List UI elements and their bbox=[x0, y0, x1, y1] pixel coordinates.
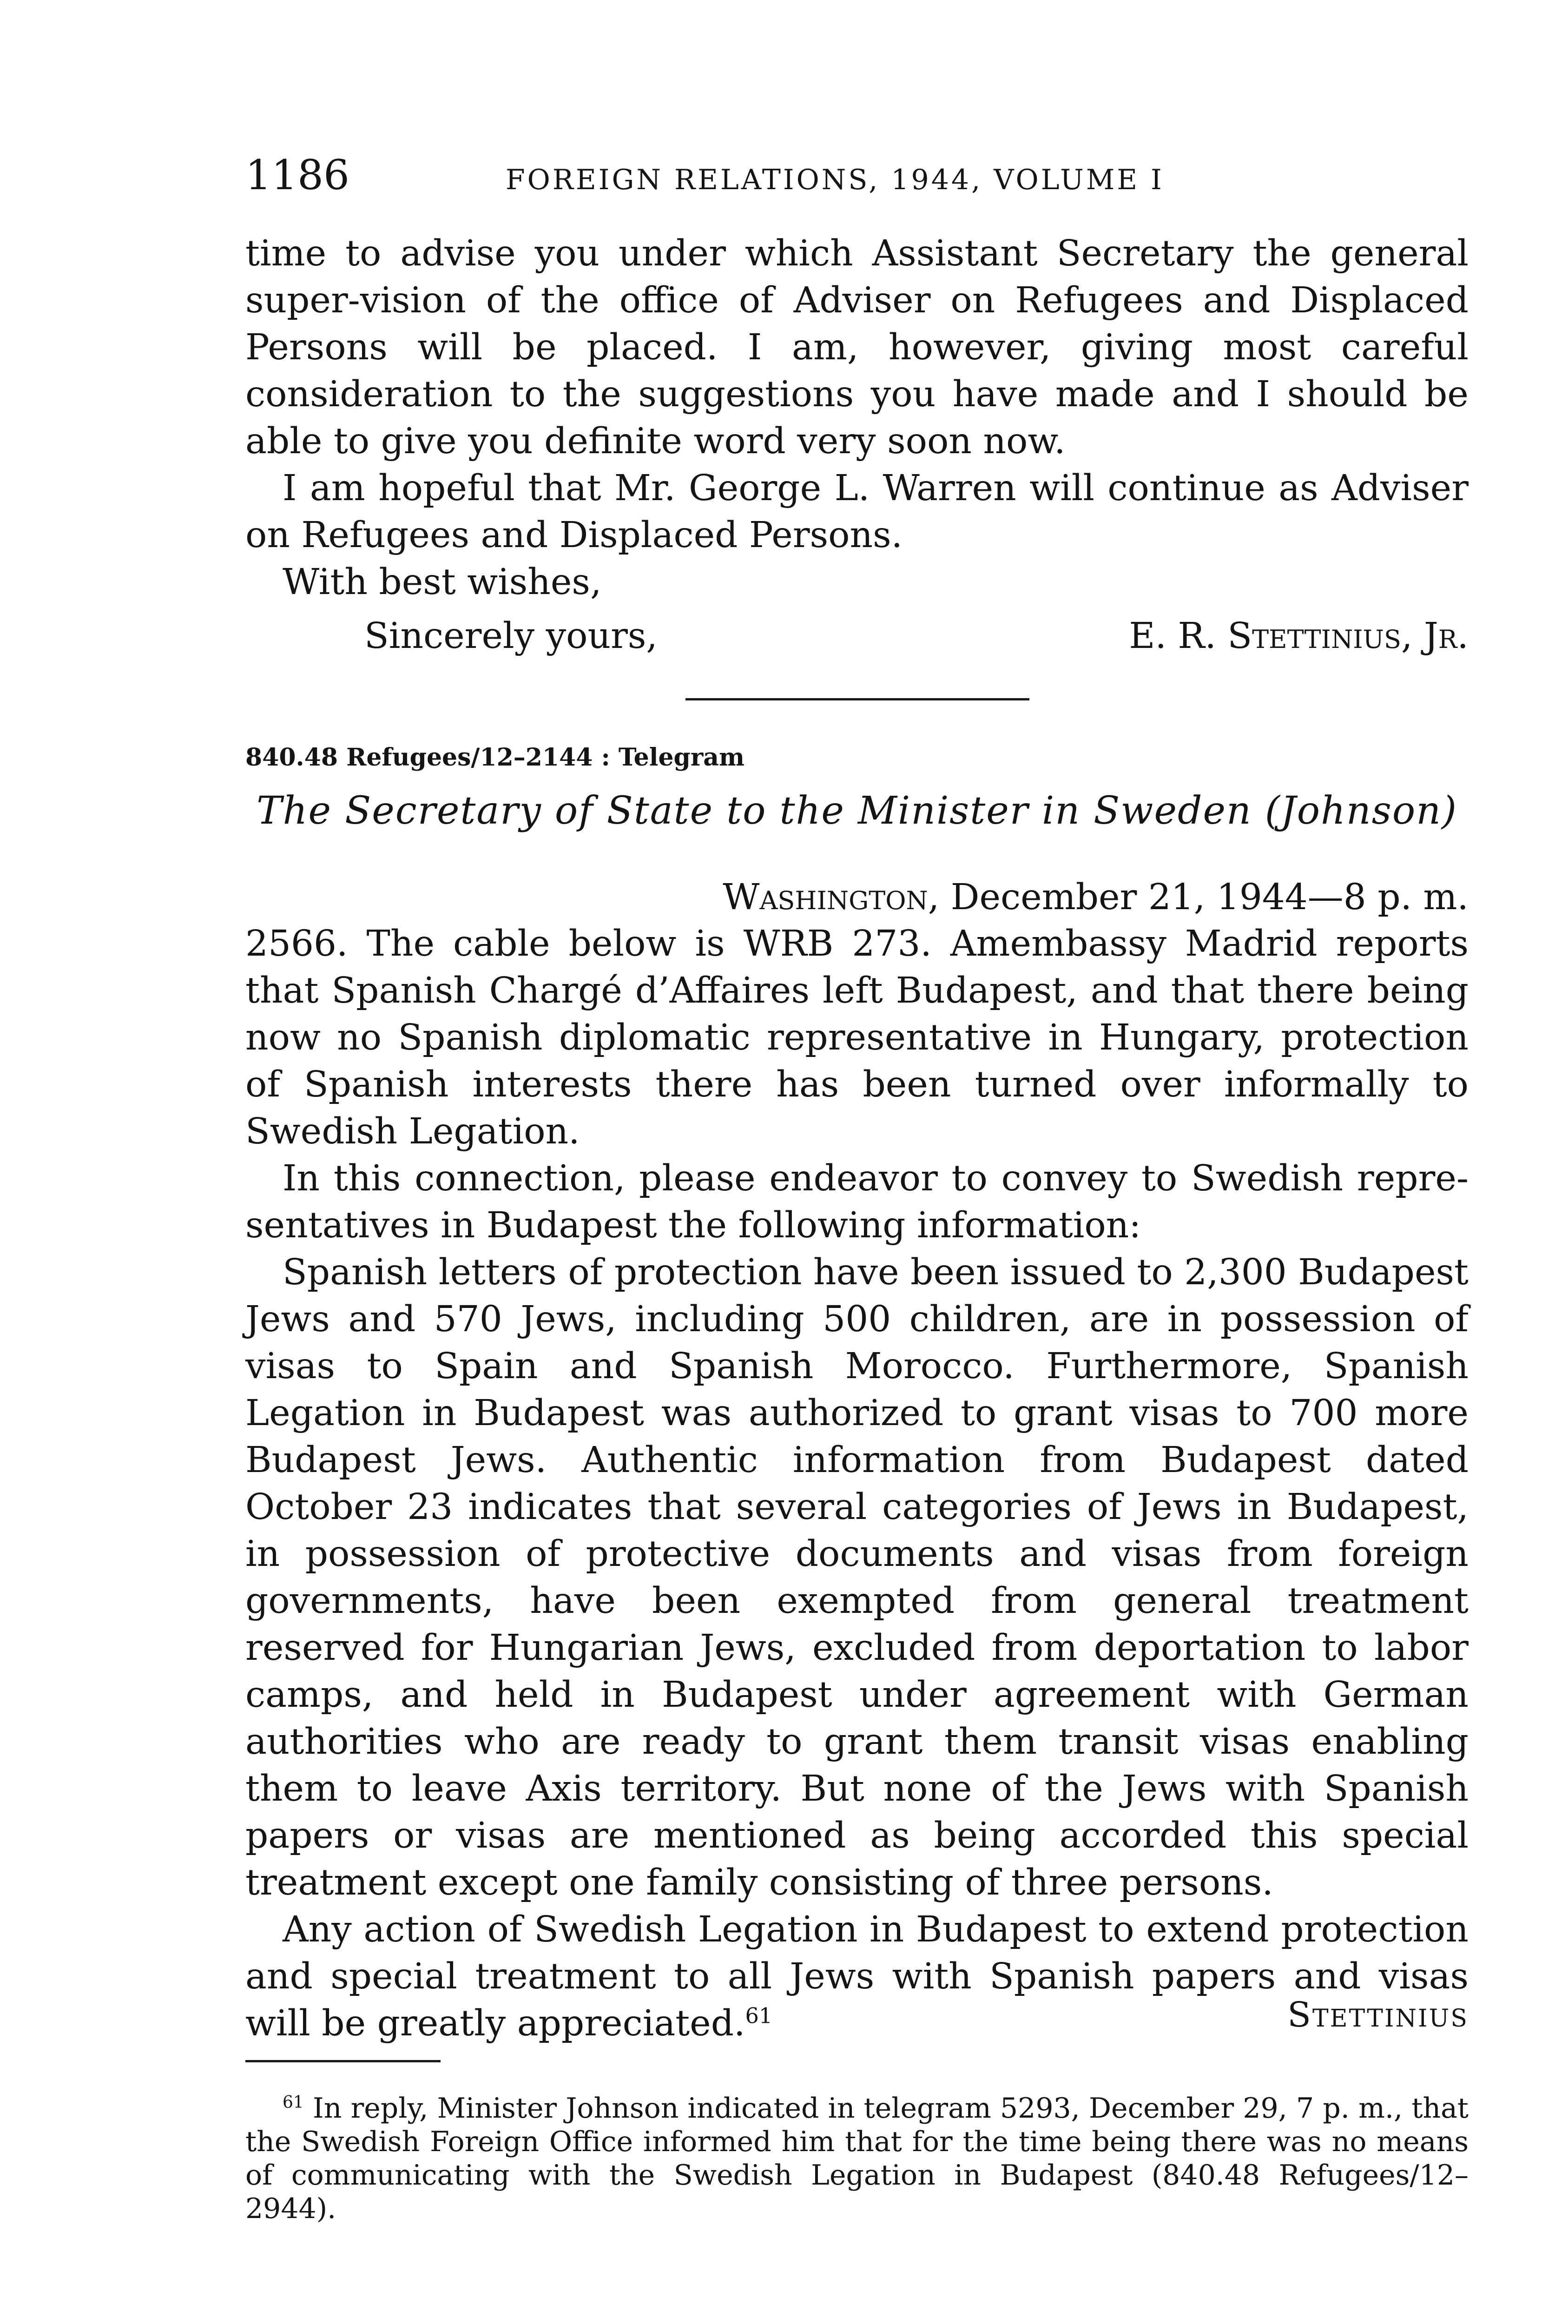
dateline-date: December 21, 1944—8 p. m. bbox=[950, 877, 1469, 918]
telegram-paragraph bbox=[245, 1906, 1469, 2047]
section-divider bbox=[685, 698, 1029, 700]
letter-closing bbox=[245, 613, 1469, 664]
telegram-signature: Stettinius bbox=[1287, 1995, 1469, 2035]
footnote bbox=[245, 2092, 1469, 2225]
dateline bbox=[723, 874, 1469, 921]
footnote-divider bbox=[245, 2060, 441, 2062]
footnote-text: In reply, Minister Johnson indicated in telegram 5293, December 29, 7 p. m., that the Swedish Foreign Office informed him that for the time being there was no means of communicating with the Swedish Legation in Budapest (840.48 Refugees/12–2944). bbox=[245, 2092, 1469, 2225]
telegram-paragraph: Spanish letters of protection have been issued to 2,300 Budapest Jews and 570 Jews, including 500 children, are in possession of visas to Spain and Spanish Morocco. Furthermore, Spanish Legation in Budapest was authorized to grant visas to 700 more Budapest Jews. Authentic information from Budapest dated October 23 indicates that several categories of Jews in Budapest, in possession of protective documents and visas from foreign governments, have been exempted from general treatment reserved for Hungarian Jews, excluded from deportation to labor camps, and held in Budapest under agreement with German authorities who are ready to grant them transit visas enabling them to leave Axis territory. But none of the Jews with Spanish papers or visas are mentioned as being accorded this special treatment except one family consisting of three persons. bbox=[245, 1252, 1469, 1903]
dateline-place: Washington, bbox=[723, 877, 940, 918]
running-head bbox=[245, 150, 1469, 201]
page-number: 1186 bbox=[245, 151, 349, 199]
letter-paragraph: time to advise you under which Assistant Secretary the general super-vision of the office of Adviser on Refugees and Displaced Persons will be placed. I am, however, giving most careful consideration to the suggestions you have made and I should be able to give you definite word very soon now. bbox=[245, 233, 1469, 462]
letter-signature: E. R. Stettinius, Jr. bbox=[1129, 615, 1469, 657]
running-title: FOREIGN RELATIONS, 1944, VOLUME I bbox=[506, 164, 1164, 196]
footnote-marker: 61 bbox=[283, 2093, 304, 2112]
footnote-reference[interactable]: 61 bbox=[745, 2003, 773, 2028]
telegram-paragraph: 2566. The cable below is WRB 273. Amembassy Madrid reports that Spanish Chargé d’Affaires left Budapest, and that there being now no Spanish diplomatic representative in Hungary, protection of Spanish interests there has been turned over informally to Swedish Legation. bbox=[245, 923, 1469, 1152]
telegram-paragraph-text: Any action of Swedish Legation in Budapest to extend protection and special treatment to all Jews with Spanish papers and visas will be greatly appreciated. bbox=[245, 1909, 1469, 2044]
file-reference: 840.48 Refugees/12–2144 : Telegram bbox=[245, 743, 744, 772]
letter-body bbox=[245, 230, 1469, 606]
document-heading: The Secretary of State to the Minister in Sweden (Johnson) bbox=[256, 789, 1457, 833]
letter-paragraph: I am hopeful that Mr. George L. Warren will continue as Adviser on Refugees and Displaced Persons. bbox=[245, 468, 1469, 556]
sign-off: Sincerely yours, bbox=[364, 615, 658, 657]
telegram-paragraph: In this connection, please endeavor to convey to Swedish repre-sentatives in Budapest the following information: bbox=[245, 1158, 1469, 1246]
telegram-body bbox=[245, 920, 1469, 2047]
letter-paragraph: With best wishes, bbox=[283, 561, 602, 603]
